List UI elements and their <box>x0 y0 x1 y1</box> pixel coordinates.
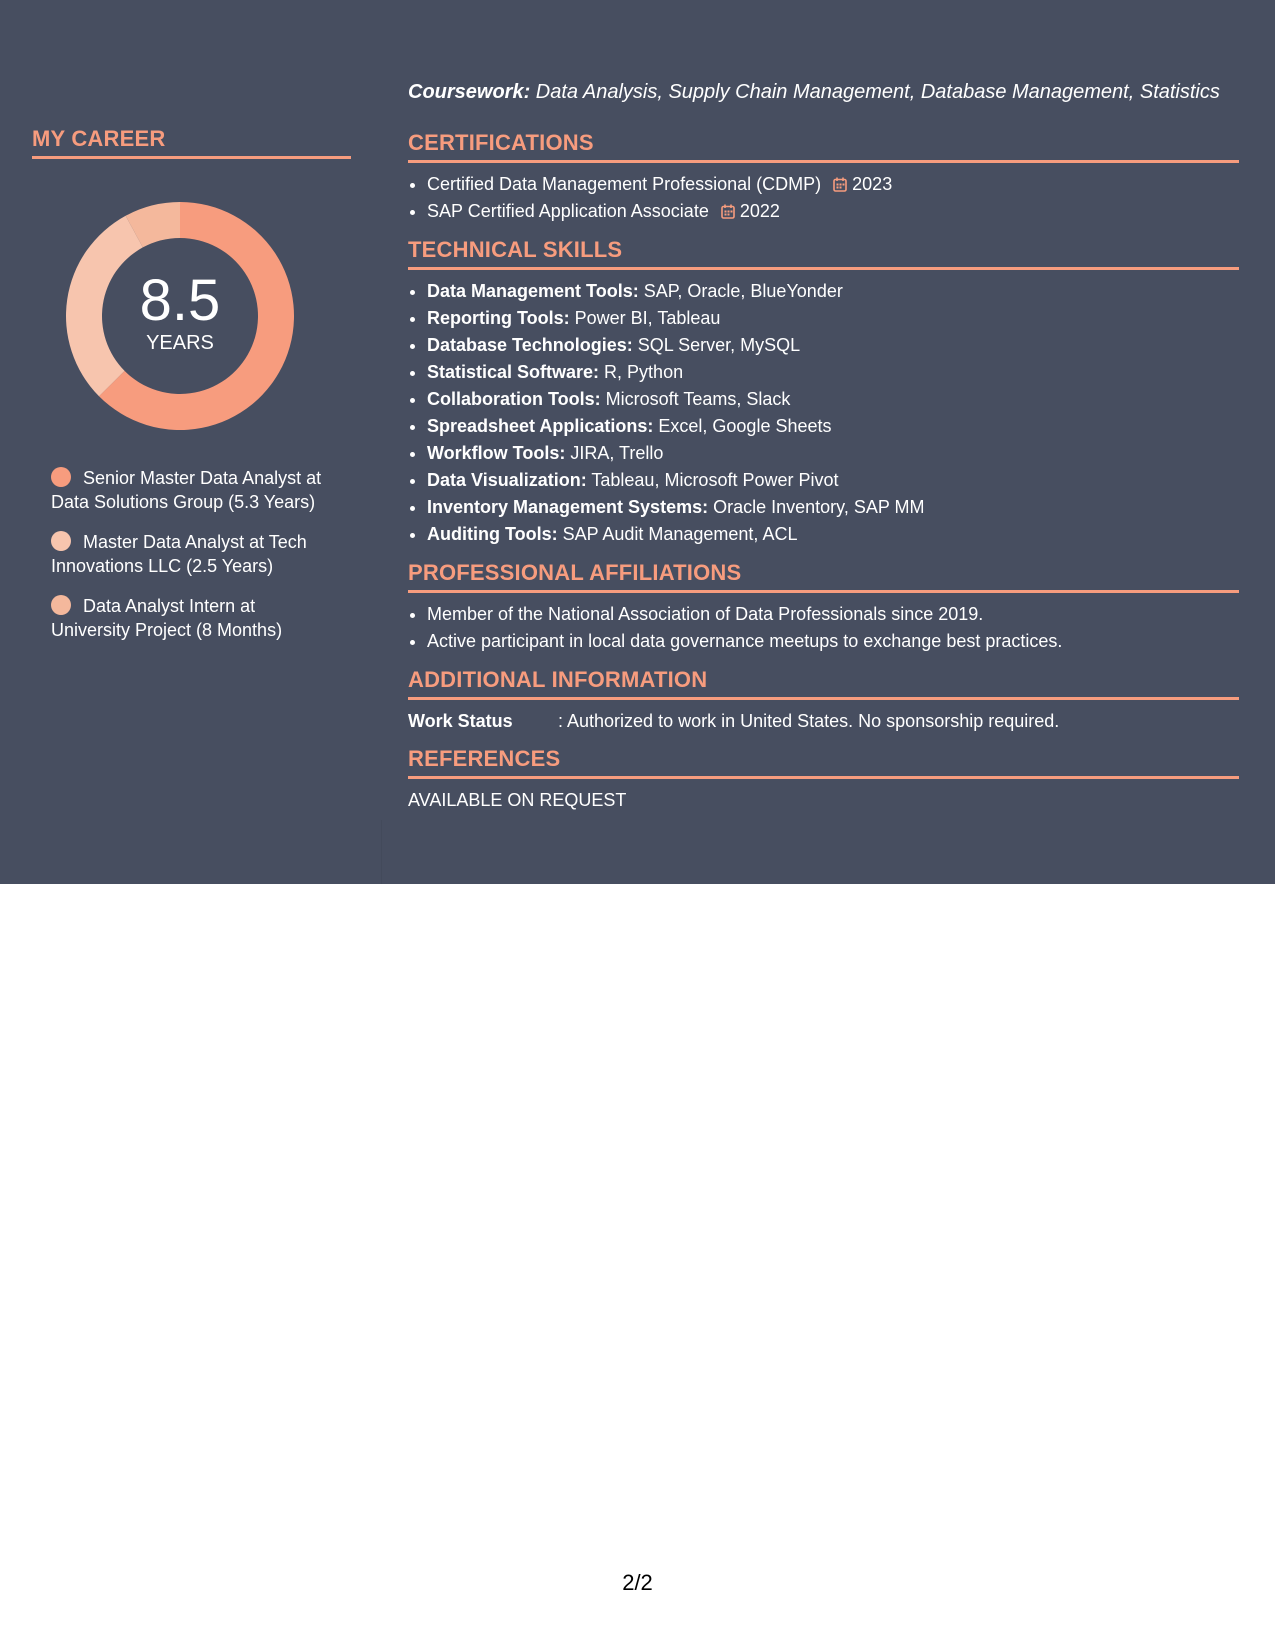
legend-item <box>51 594 331 642</box>
skill-item <box>427 521 1239 548</box>
skill-item <box>427 467 1239 494</box>
total-years-value: 8.5 <box>139 268 221 333</box>
certification-name: SAP Certified Application Associate <box>427 201 709 221</box>
certification-year: 2022 <box>739 201 780 221</box>
skill-item <box>427 305 1239 332</box>
skill-item <box>427 386 1239 413</box>
skill-value: Excel, Google Sheets <box>653 416 832 436</box>
affiliations-section <box>408 560 1239 655</box>
skill-value: SQL Server, MySQL <box>632 335 801 355</box>
additional-info-section <box>408 667 1239 734</box>
certification-item <box>427 198 1239 225</box>
skill-item <box>427 494 1239 521</box>
coursework-text: Data Analysis, Supply Chain Management, Database Management, Statistics <box>530 81 1220 103</box>
page-number: 2/2 <box>622 1570 653 1595</box>
calendar-icon <box>721 204 735 219</box>
legend-text: Master Data Analyst at Tech Innovations LLC (2.5 Years) <box>51 532 307 576</box>
skill-label: Auditing Tools: <box>427 524 558 544</box>
legend-dot-icon <box>51 467 71 487</box>
skill-item <box>427 413 1239 440</box>
column-divider <box>381 820 382 884</box>
affiliation-item: • Member of the National Association of Data Professionals since 2019. <box>427 601 1239 628</box>
coursework-line <box>408 78 1239 106</box>
skill-value: Oracle Inventory, SAP MM <box>708 497 925 517</box>
legend-dot-icon <box>51 531 71 551</box>
right-column <box>408 78 1239 825</box>
references-title: REFERENCES <box>408 746 1239 779</box>
references-section <box>408 746 1239 813</box>
legend-dot-icon <box>51 595 71 615</box>
skill-label: Spreadsheet Applications: <box>427 416 654 436</box>
legend-text: Data Analyst Intern at University Project (8 Months) <box>51 596 283 640</box>
affiliations-title: PROFESSIONAL AFFILIATIONS <box>408 560 1239 593</box>
legend-text: Senior Master Data Analyst at Data Solutions Group (5.3 Years) <box>51 468 322 512</box>
coursework-label: Coursework: <box>408 81 531 103</box>
career-donut-chart <box>66 202 294 430</box>
skill-item <box>427 440 1239 467</box>
skill-value: Tableau, Microsoft Power Pivot <box>586 470 839 490</box>
career-section-title: MY CAREER <box>32 126 351 159</box>
additional-info-title: ADDITIONAL INFORMATION <box>408 667 1239 700</box>
skill-label: Data Visualization: <box>427 470 587 490</box>
total-years-unit: YEARS <box>146 332 214 354</box>
skill-item <box>427 278 1239 305</box>
calendar-icon <box>833 177 847 192</box>
skill-label: Database Technologies: <box>427 335 633 355</box>
certifications-section <box>408 130 1239 225</box>
affiliations-list <box>408 601 1239 655</box>
skill-label: Inventory Management Systems: <box>427 497 709 517</box>
skill-item <box>427 359 1239 386</box>
skill-label: Collaboration Tools: <box>427 389 601 409</box>
technical-skills-section <box>408 237 1239 548</box>
technical-skills-list <box>408 278 1239 548</box>
legend-item <box>51 466 331 514</box>
skill-label: Data Management Tools: <box>427 281 639 301</box>
legend-item <box>51 530 331 578</box>
certifications-title: CERTIFICATIONS <box>408 130 1239 163</box>
skill-item <box>427 332 1239 359</box>
certifications-list <box>408 171 1239 225</box>
skill-value: SAP Audit Management, ACL <box>557 524 798 544</box>
donut-center <box>66 202 294 430</box>
certification-year: 2023 <box>852 174 893 194</box>
affiliation-item: • Active participant in local data governance meetups to exchange best practices. <box>427 628 1239 655</box>
skill-value: R, Python <box>599 362 684 382</box>
work-status-label: Work Status <box>408 711 513 731</box>
skill-label: Statistical Software: <box>427 362 600 382</box>
work-status-row <box>408 708 1239 734</box>
certification-name: Certified Data Management Professional (CDMP) <box>427 174 822 194</box>
skill-label: Workflow Tools: <box>427 443 566 463</box>
career-legend <box>51 466 331 642</box>
skill-label: Reporting Tools: <box>427 308 570 328</box>
left-column <box>32 126 351 658</box>
skill-value: SAP, Oracle, BlueYonder <box>638 281 843 301</box>
work-status-value: : Authorized to work in United States. No sponsorship required. <box>558 711 1060 731</box>
references-text: AVAILABLE ON REQUEST <box>408 790 627 810</box>
technical-skills-title: TECHNICAL SKILLS <box>408 237 1239 270</box>
certification-item <box>427 171 1239 198</box>
skill-value: Microsoft Teams, Slack <box>600 389 791 409</box>
skill-value: Power BI, Tableau <box>569 308 721 328</box>
skill-value: JIRA, Trello <box>565 443 664 463</box>
